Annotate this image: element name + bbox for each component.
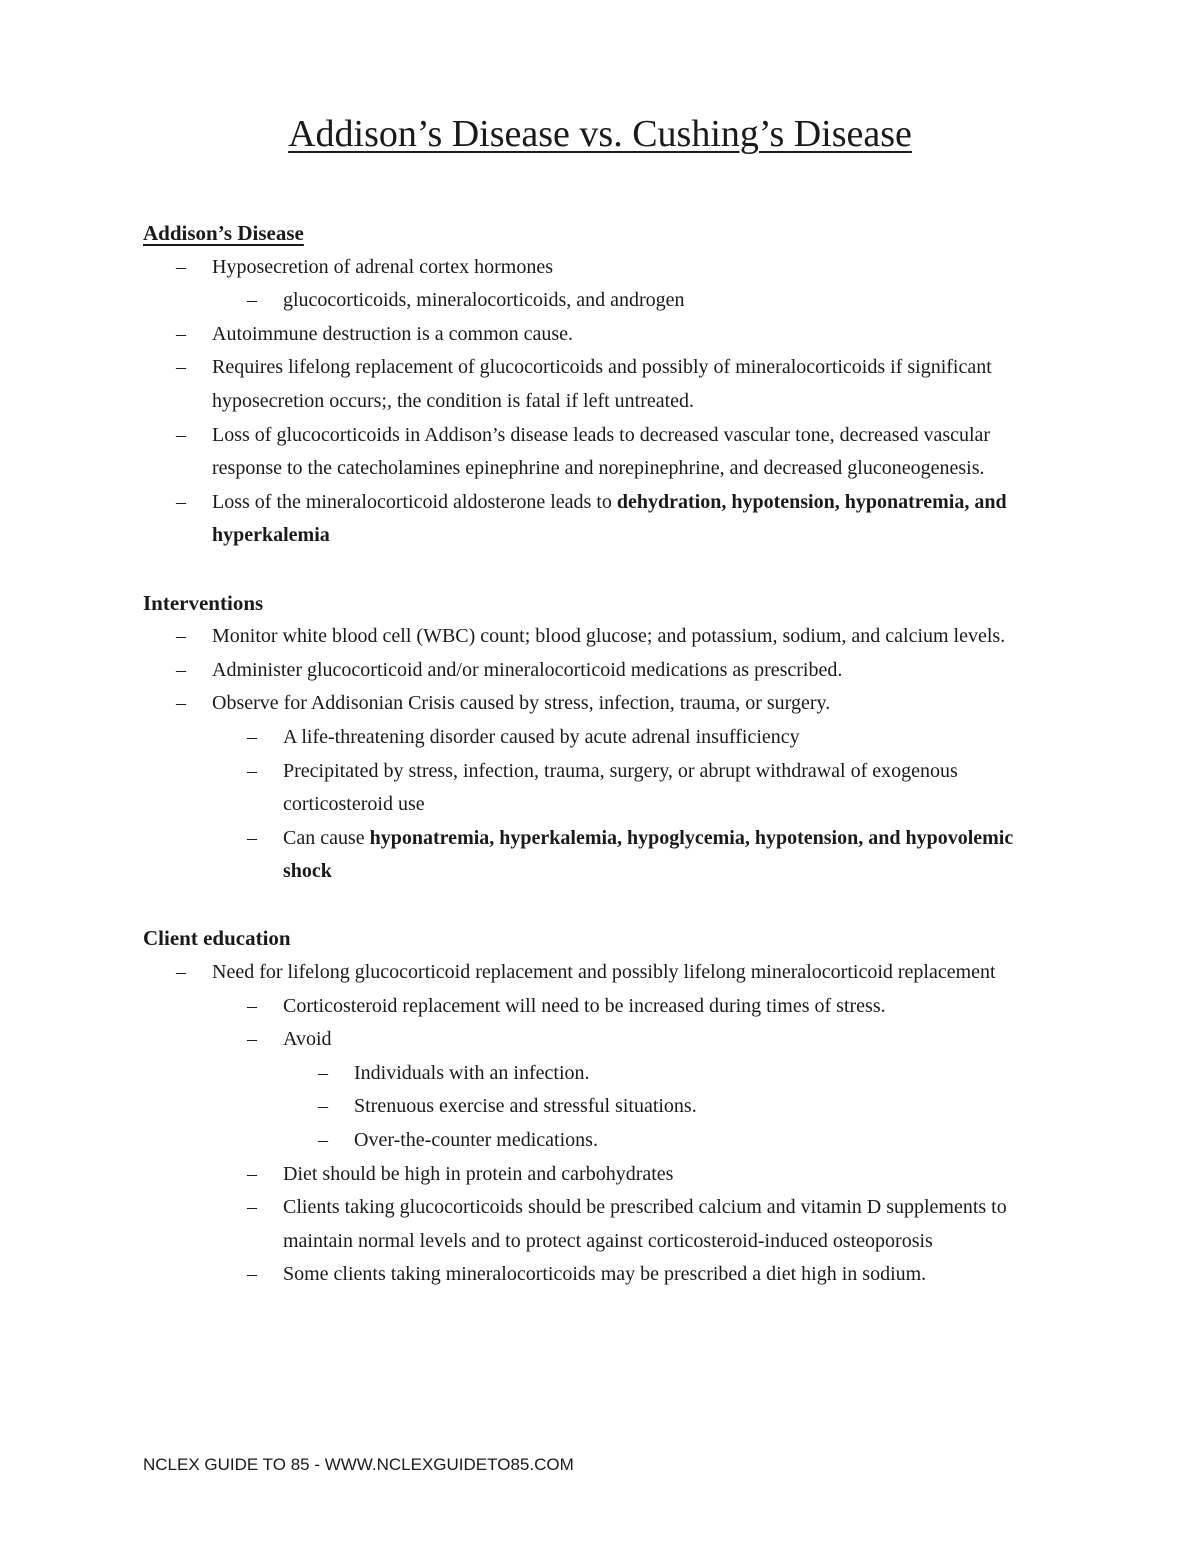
dash-bullet: – (247, 994, 257, 1017)
list-item: – Precipitated by stress, infection, trauma, surgery, or abrupt withdrawal of exogenous corticosteroid use (143, 755, 1063, 822)
dash-bullet: – (318, 1061, 328, 1084)
list-item: – Need for lifelong glucocorticoid replacement and possibly lifelong mineralocorticoid replacement (143, 956, 1063, 990)
list-item: – Observe for Addisonian Crisis caused by stress, infection, trauma, or surgery. (143, 687, 1063, 721)
dash-bullet: – (247, 1162, 257, 1185)
interventions-heading: Interventions (143, 590, 264, 615)
dash-bullet: – (318, 1095, 328, 1118)
dash-bullet: – (176, 658, 186, 681)
dash-bullet: – (176, 255, 186, 278)
client-education-list (143, 956, 1063, 1292)
dash-bullet: – (176, 490, 186, 513)
dash-bullet: – (247, 1263, 257, 1286)
document-body (143, 217, 1063, 1292)
addison-list (143, 251, 1063, 553)
list-item: – Hyposecretion of adrenal cortex hormones (143, 251, 1063, 285)
dash-bullet: – (176, 356, 186, 379)
list-item: – Can cause hyponatremia, hyperkalemia, hypoglycemia, hypotension, and hypovolemic shock (143, 822, 1063, 889)
list-item: – Clients taking glucocorticoids should be prescribed calcium and vitamin D supplements to maintain normal levels and to protect against corticosteroid-induced osteoporosis (143, 1191, 1063, 1258)
client-education-heading: Client education (143, 926, 291, 951)
list-item: – Some clients taking mineralocorticoids may be prescribed a diet high in sodium. (143, 1258, 1063, 1292)
list-item: – Avoid (143, 1023, 1063, 1057)
list-item: – Requires lifelong replacement of glucocorticoids and possibly of mineralocorticoids if significant hyposecretion occurs;, the condition is fatal if left untreated. (143, 351, 1063, 418)
dash-bullet: – (318, 1129, 328, 1152)
list-item: – Diet should be high in protein and carbohydrates (143, 1158, 1063, 1192)
dash-bullet: – (176, 322, 186, 345)
bold-text: dehydration, hypotension, hyponatremia, and hyperkalemia (212, 490, 1007, 547)
list-item: – Corticosteroid replacement will need to be increased during times of stress. (143, 990, 1063, 1024)
list-item: – Monitor white blood cell (WBC) count; blood glucose; and potassium, sodium, and calcium levels. (143, 620, 1063, 654)
dash-bullet: – (247, 1028, 257, 1051)
dash-bullet: – (247, 1196, 257, 1219)
page-title: Addison’s Disease vs. Cushing’s Disease (288, 113, 912, 155)
list-item: – Individuals with an infection. (143, 1057, 1063, 1091)
dash-bullet: – (176, 692, 186, 715)
interventions-list (143, 620, 1063, 889)
dash-bullet: – (247, 725, 257, 748)
list-item: – Strenuous exercise and stressful situations. (143, 1090, 1063, 1124)
dash-bullet: – (176, 423, 186, 446)
dash-bullet: – (247, 759, 257, 782)
addison-heading: Addison’s Disease (143, 221, 304, 245)
page-footer: NCLEX GUIDE TO 85 - WWW.NCLEXGUIDETO85.COM (143, 1455, 574, 1474)
list-item: – A life-threatening disorder caused by acute adrenal insufficiency (143, 721, 1063, 755)
dash-bullet: – (247, 289, 257, 312)
list-item: – Loss of the mineralocorticoid aldosterone leads to dehydration, hypotension, hyponatremia, and hyperkalemia (143, 486, 1063, 553)
dash-bullet: – (176, 961, 186, 984)
dash-bullet: – (176, 625, 186, 648)
list-item: – Autoimmune destruction is a common cause. (143, 318, 1063, 352)
list-item: – glucocorticoids, mineralocorticoids, and androgen (143, 284, 1063, 318)
dash-bullet: – (247, 826, 257, 849)
list-item: – Loss of glucocorticoids in Addison’s disease leads to decreased vascular tone, decreased vascular response to the catecholamines epinephrine and norepinephrine, and decreased gluconeogenesis. (143, 419, 1063, 486)
list-item: – Administer glucocorticoid and/or mineralocorticoid medications as prescribed. (143, 654, 1063, 688)
bold-text: hyponatremia, hyperkalemia, hypoglycemia, hypotension, and hypovolemic shock (283, 826, 1014, 883)
list-item: – Over-the-counter medications. (143, 1124, 1063, 1158)
